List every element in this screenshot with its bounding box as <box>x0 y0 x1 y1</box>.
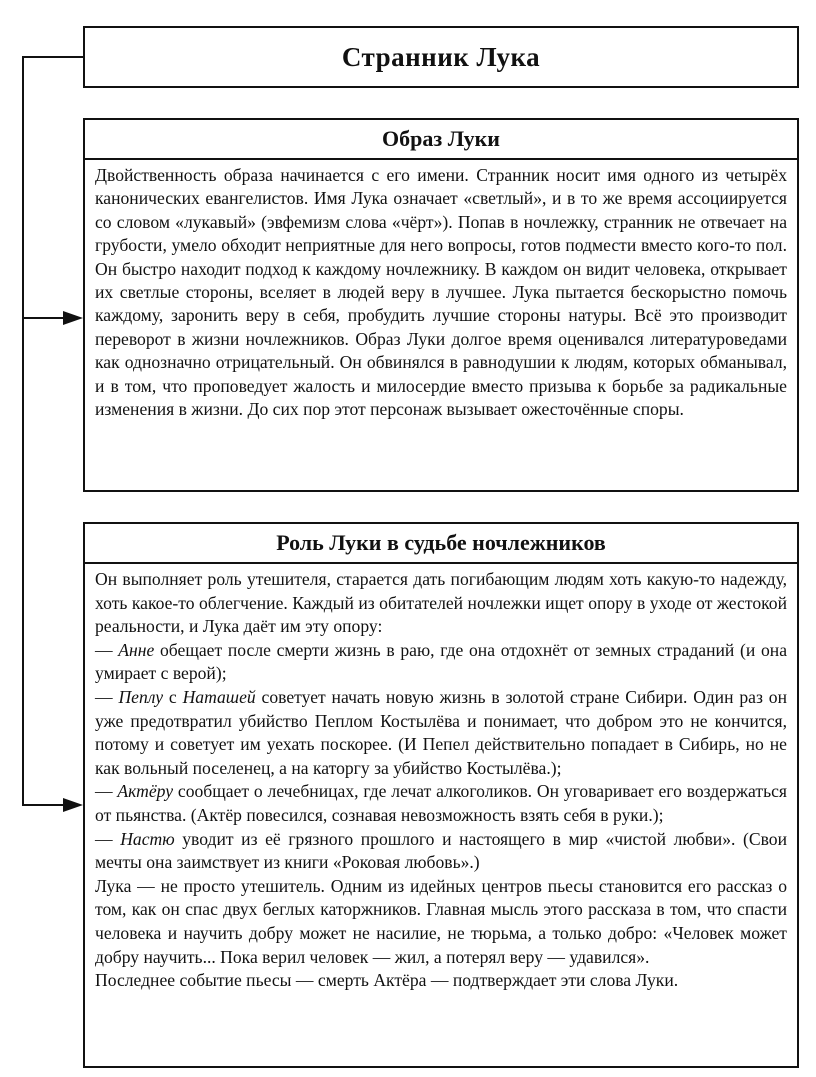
section-1-text: Двойственность образа начинается с его имени. Странник носит имя одного из четырёх канонических евангелистов. Имя Лука означает «светлый», и в то же время ассоциируется со словом «лукавый» (эвфемизм слова «чёрт»). Попав в ночлежку, странник не отвечает на грубости, умело обходит неприятные для него вопросы, готов подмести вместо кого-то пол. Он быстро находит подход к каждому ночлежнику. В каждом он видит человека, открывает их светлые стороны, вселяет в людей веру в лучшее. Лука пытается бескорыстно помочь каждому, заронить веру в себя, пробудить лучшие стороны натуры. Всё это производит переворот в жизни ночлежников. Образ Луки долгое время оценивался литературоведами как однозначно отрицательный. Он обвинялся в равнодушии к людям, которых обманывал, и в том, что проповедует жалость и милосердие вместо призыва к борьбе за радикальные изменения в жизни. До сих пор этот персонаж вызывает ожесточённые споры. <box>95 165 787 420</box>
list-item-actor: — Актёру сообщает о лечебницах, где лечат алкоголиков. Он уговаривает его воздержаться от пьянства. (Актёр повесился, сознавая невозможность взять себя в руки.); <box>95 781 787 825</box>
section-2-conclusion-1: Лука — не просто утешитель. Одним из идейных центров пьесы становится его рассказ о том, как он спас двух беглых каторжников. Главная мысль этого рассказа в том, что спасти человека и научить добру может не насилие, не тюрьма, а только добро: «Человек может добру научить... Пока верил человек — жил, а потерял веру — удавился». <box>95 875 787 967</box>
list-item-nastya: — Настю уводит из её грязного прошлого и настоящего в мир «чистой любви». (Свои мечты она заимствует из книги «Роковая любовь».) <box>95 828 788 873</box>
section-2-intro: Он выполняет роль утешителя, старается дать погибающим людям хоть какую-то надежду, хоть какое-то облегчение. Каждый из обитателей ночлежки ищет опору в уходе от жестокой реальности, и Лука даёт им эту опору: <box>95 569 787 637</box>
arrow-to-section-1-icon <box>63 311 83 325</box>
connector-top-horizontal <box>22 56 83 58</box>
list-item-anna: — Анне обещает после смерти жизнь в раю, где она отдохнёт от земных страданий (и она умирает с верой); <box>95 639 787 684</box>
section-2-conclusion-2: Последнее событие пьесы — смерть Актёра — подтверждает эти слова Луки. <box>95 970 679 991</box>
page-title: Странник Лука <box>341 41 541 72</box>
section-1-body <box>85 160 797 429</box>
section-2-body <box>85 564 797 1001</box>
section-image-of-luka <box>83 118 799 492</box>
section-role-of-luka <box>83 522 799 1068</box>
connector-branch-1 <box>22 317 67 319</box>
list-item-pepel: — Пеплу с Наташей советует начать новую жизнь в золотой стране Сибири. Один раз он уже предотвратил убийство Пеплом Костылёва и понимает, что добром это не кончится, потому и советует им уехать поскорее. (И Пепел действительно попадает в Сибирь, но не как вольный поселенец, а на каторгу за убийство Костылёва.); <box>95 686 788 778</box>
title-box <box>83 26 799 88</box>
connector-branch-2 <box>22 804 67 806</box>
section-2-heading: Роль Луки в судьбе ночлежников <box>85 524 797 564</box>
arrow-to-section-2-icon <box>63 798 83 812</box>
connector-vertical <box>22 56 24 806</box>
section-1-heading: Образ Луки <box>85 120 797 160</box>
